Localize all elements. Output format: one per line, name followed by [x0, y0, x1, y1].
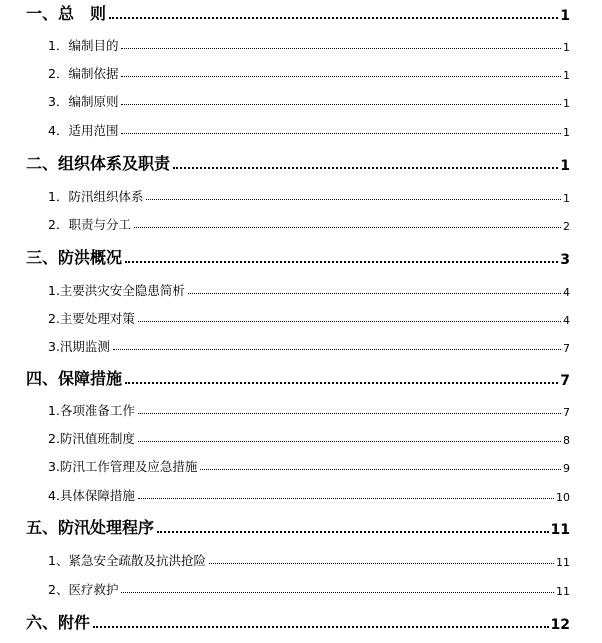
toc-page-number: 1	[563, 97, 570, 110]
dot-leader	[121, 133, 561, 134]
dot-leader	[146, 199, 561, 200]
toc-entry-label: 2、医疗救护	[48, 582, 119, 597]
toc-page-number: 10	[556, 491, 570, 504]
toc-page-number: 11	[550, 522, 570, 538]
dot-leader	[173, 167, 558, 169]
toc-heading-general[interactable]	[26, 2, 570, 24]
toc-page-number: 12	[550, 617, 570, 633]
dot-leader	[125, 382, 558, 384]
toc-entry-label: 1、紧急安全疏散及抗洪抢险	[48, 553, 206, 568]
toc-entry-label: 2．职责与分工	[48, 217, 131, 232]
toc-entry-label: 1．编制目的	[48, 38, 119, 53]
toc-entry[interactable]	[48, 401, 570, 419]
toc-heading-flood-overview[interactable]	[26, 246, 570, 268]
toc-entry[interactable]	[48, 486, 570, 504]
toc-entry-label: 2.主要处理对策	[48, 311, 135, 326]
toc-heading-safeguards[interactable]	[26, 367, 570, 389]
toc-heading-label: 四、保障措施	[26, 369, 123, 388]
toc-entry[interactable]	[48, 187, 570, 205]
toc-entry-label: 1.主要洪灾安全隐患简析	[48, 283, 185, 298]
dot-leader	[125, 261, 558, 263]
toc-heading-appendix[interactable]	[26, 611, 570, 633]
toc-page-number: 1	[563, 69, 570, 82]
dot-leader	[121, 48, 561, 49]
toc-heading-label: 一、总 则	[26, 4, 107, 23]
dot-leader	[121, 592, 554, 593]
dot-leader	[138, 441, 561, 442]
toc-entry[interactable]	[48, 281, 570, 299]
toc-page-number: 4	[563, 314, 570, 327]
toc-entry-label: 3．编制原则	[48, 94, 119, 109]
toc-page-number: 7	[560, 373, 570, 389]
dot-leader	[138, 413, 561, 414]
dot-leader	[200, 469, 561, 470]
toc-entry[interactable]	[48, 337, 570, 355]
dot-leader	[113, 349, 561, 350]
toc-entry[interactable]	[48, 64, 570, 82]
toc-entry[interactable]	[48, 580, 570, 598]
toc-page-number: 1	[560, 8, 570, 24]
toc-page-number: 11	[556, 556, 570, 569]
toc-page-number: 11	[556, 585, 570, 598]
toc-heading-label: 五、防汛处理程序	[26, 518, 155, 537]
toc-entry[interactable]	[48, 121, 570, 139]
toc-page-number: 3	[560, 252, 570, 268]
toc-page-number: 8	[563, 434, 570, 447]
toc-page-number: 9	[563, 462, 570, 475]
dot-leader	[93, 626, 549, 628]
dot-leader	[134, 227, 561, 228]
toc-entry[interactable]	[48, 551, 570, 569]
toc-entry[interactable]	[48, 457, 570, 475]
toc-page-number: 1	[560, 158, 570, 174]
toc-entry-label: 1．防汛组织体系	[48, 189, 144, 204]
toc-page-number: 7	[563, 342, 570, 355]
toc-entry[interactable]	[48, 36, 570, 54]
dot-leader	[121, 76, 561, 77]
toc-page-number: 1	[563, 192, 570, 205]
toc-entry-label: 4．适用范围	[48, 123, 119, 138]
toc-entry[interactable]	[48, 215, 570, 233]
toc-entry-label: 3.汛期监测	[48, 339, 110, 354]
toc-page-number: 4	[563, 286, 570, 299]
toc-entry-label: 1.各项准备工作	[48, 403, 135, 418]
toc-entry-label: 2．编制依据	[48, 66, 119, 81]
toc-heading-procedure[interactable]	[26, 516, 570, 538]
toc-page-number: 7	[563, 406, 570, 419]
toc-entry-label: 4.具体保障措施	[48, 488, 135, 503]
dot-leader	[138, 321, 561, 322]
toc-heading-label: 二、组织体系及职责	[26, 154, 171, 173]
toc-heading-organization[interactable]	[26, 152, 570, 174]
dot-leader	[138, 498, 554, 499]
toc-entry-label: 2.防汛值班制度	[48, 431, 135, 446]
toc-entry[interactable]	[48, 309, 570, 327]
toc-heading-label: 六、附件	[26, 613, 91, 632]
toc-entry[interactable]	[48, 92, 570, 110]
toc-page-number: 1	[563, 41, 570, 54]
toc-heading-label: 三、防洪概况	[26, 248, 123, 267]
dot-leader	[209, 563, 554, 564]
dot-leader	[188, 293, 561, 294]
dot-leader	[109, 17, 558, 19]
toc-page-number: 2	[563, 220, 570, 233]
toc-entry[interactable]	[48, 429, 570, 447]
toc-page-number: 1	[563, 126, 570, 139]
dot-leader	[157, 531, 549, 533]
toc-entry-label: 3.防汛工作管理及应急措施	[48, 459, 198, 474]
dot-leader	[121, 104, 561, 105]
